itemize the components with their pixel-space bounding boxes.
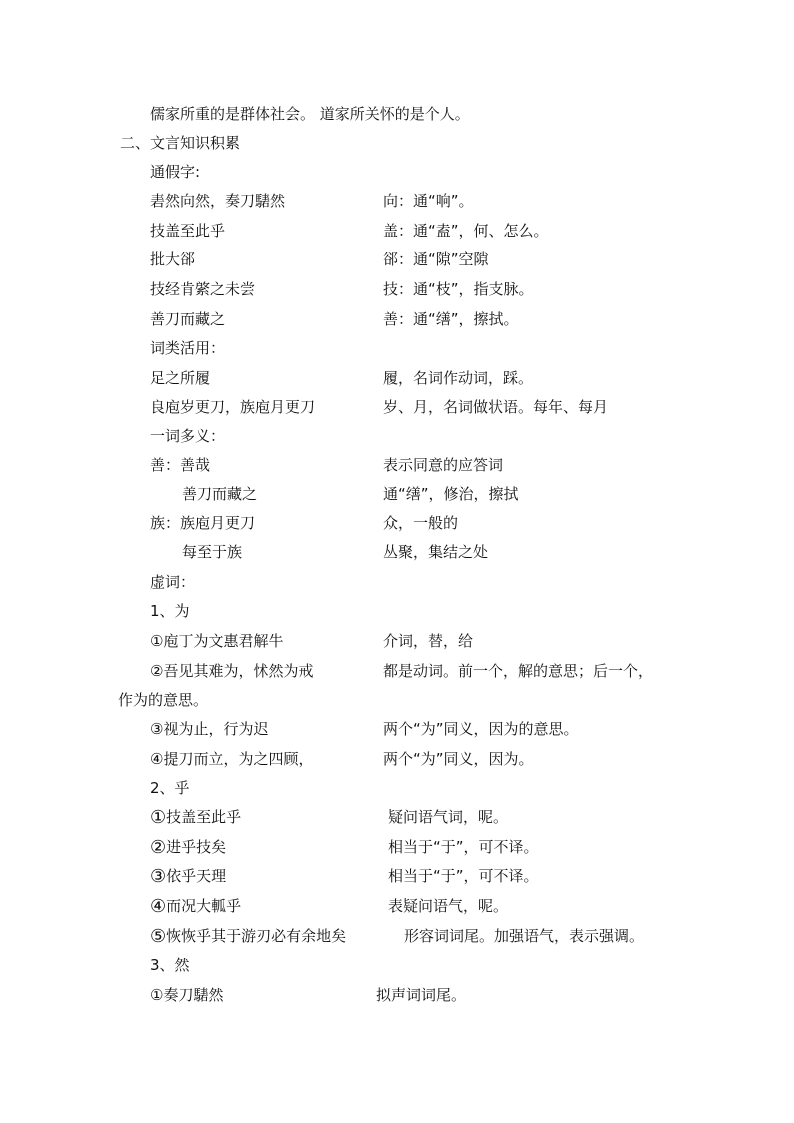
line-right-text: 相当于“于”，可不译。 bbox=[388, 867, 539, 885]
circled-number: ③ bbox=[150, 866, 167, 887]
text-line bbox=[150, 307, 225, 331]
text-line-continuation bbox=[118, 688, 208, 712]
line-left-text: 每至于族 bbox=[182, 543, 243, 561]
text-line-explanation bbox=[383, 659, 653, 683]
text-line bbox=[182, 482, 257, 506]
text-line-explanation bbox=[383, 540, 488, 564]
text-line bbox=[150, 864, 226, 888]
text-line-explanation bbox=[383, 189, 474, 213]
line-right-text: 两个“为”同义，因为。 bbox=[383, 750, 534, 768]
subsection-heading bbox=[150, 570, 195, 594]
text-line bbox=[150, 366, 210, 390]
line-left-text: 善：善哉 bbox=[150, 456, 211, 474]
line-left-text: ③视为止，行为迟 bbox=[150, 720, 269, 738]
line-left-text: 而况大軱乎 bbox=[166, 897, 242, 915]
subsection-heading bbox=[150, 953, 190, 977]
text-line bbox=[182, 540, 242, 564]
line-right-text: 两个“为”同义，因为的意思。 bbox=[383, 720, 579, 738]
text-line-explanation bbox=[383, 395, 608, 419]
text-line bbox=[150, 395, 315, 419]
line-left-text: 作为的意思。 bbox=[118, 691, 209, 709]
text-line bbox=[150, 219, 225, 243]
line-right-text: 向：通“响”。 bbox=[383, 192, 474, 210]
line-left-text: 1、为 bbox=[150, 602, 190, 620]
subsection-heading bbox=[150, 336, 225, 360]
text-line bbox=[150, 453, 210, 477]
text-line-explanation bbox=[383, 453, 503, 477]
line-left-text: 2、乎 bbox=[150, 779, 190, 797]
text-line-explanation bbox=[383, 482, 519, 506]
line-left-text: 技盖至此乎 bbox=[166, 808, 242, 826]
text-line-explanation bbox=[388, 894, 508, 918]
text-line-explanation bbox=[383, 277, 534, 301]
line-right-text: 技：通“枝”，指支脉。 bbox=[383, 280, 534, 298]
line-left-text: 词类活用： bbox=[150, 339, 226, 357]
line-right-text: 众，一般的 bbox=[383, 514, 459, 532]
circled-number: ⑤ bbox=[150, 926, 167, 947]
line-left-text: 通假字: bbox=[150, 163, 201, 181]
text-line-explanation bbox=[376, 983, 466, 1007]
text-line-explanation bbox=[383, 366, 533, 390]
text-line-explanation bbox=[388, 835, 539, 859]
circled-number: ④ bbox=[150, 896, 167, 917]
circled-number: ② bbox=[150, 837, 167, 858]
line-left-text: ①庖丁为文惠君解牛 bbox=[150, 632, 284, 650]
subsection-heading bbox=[150, 776, 190, 800]
line-left-text: 恢恢乎其于游刃必有余地矣 bbox=[166, 927, 347, 945]
line-right-text: 盖：通“盍”，何、怎么。 bbox=[383, 222, 549, 240]
line-left-text: 二、文言知识积累 bbox=[120, 134, 241, 152]
section-heading bbox=[120, 131, 240, 155]
text-line bbox=[150, 924, 346, 948]
circled-number: ① bbox=[150, 807, 167, 828]
line-left-text: ②吾见其难为，怵然为戒 bbox=[150, 662, 314, 680]
text-line-explanation bbox=[383, 747, 534, 771]
line-right-text: 善：通“缮”，擦拭。 bbox=[383, 310, 519, 328]
line-left-text: 一词多义： bbox=[150, 427, 226, 445]
text-line bbox=[150, 983, 223, 1007]
text-line-explanation bbox=[388, 805, 508, 829]
line-left-text: 依乎天理 bbox=[166, 867, 227, 885]
text-line-explanation bbox=[404, 924, 644, 948]
line-left-text: 技盖至此乎 bbox=[150, 222, 226, 240]
line-right-text: 表示同意的应答词 bbox=[383, 456, 504, 474]
line-right-text: 拟声词词尾。 bbox=[376, 986, 467, 1004]
line-left-text: 砉然向然，奏刀騞然 bbox=[150, 192, 286, 210]
line-left-text: ④提刀而立，为之四顾， bbox=[150, 750, 314, 768]
line-left-text: ①奏刀騞然 bbox=[150, 986, 224, 1004]
text-line-explanation bbox=[383, 219, 549, 243]
line-right-text: 相当于“于”，可不译。 bbox=[388, 838, 539, 856]
text-line bbox=[150, 747, 313, 771]
line-left-text: 族：族庖月更刀 bbox=[150, 514, 256, 532]
line-right-text: 丛聚，集结之处 bbox=[383, 543, 489, 561]
line-right-text: 表疑问语气，呢。 bbox=[388, 897, 509, 915]
line-right-text: 郤：通“隙”空隙 bbox=[383, 250, 489, 268]
line-left-text: 3、然 bbox=[150, 956, 190, 974]
line-left-text: 批大郤 bbox=[150, 250, 196, 268]
line-left-text: 虚词： bbox=[150, 573, 196, 591]
subsection-heading bbox=[150, 424, 225, 448]
text-line bbox=[150, 102, 470, 126]
line-right-text: 通“缮”，修治，擦拭 bbox=[383, 485, 519, 503]
text-line bbox=[150, 629, 283, 653]
text-line bbox=[150, 247, 195, 271]
text-line bbox=[150, 277, 255, 301]
text-line bbox=[150, 189, 285, 213]
text-line-explanation bbox=[383, 307, 519, 331]
line-left-text: 足之所履 bbox=[150, 369, 211, 387]
line-right-text: 都是动词。前一个，解的意思；后一个， bbox=[383, 662, 654, 680]
text-line-explanation bbox=[383, 247, 489, 271]
line-left-text: 善刀而藏之 bbox=[182, 485, 258, 503]
text-line bbox=[150, 805, 241, 829]
subsection-heading bbox=[150, 599, 190, 623]
text-line-explanation bbox=[383, 511, 458, 535]
line-right-text: 岁、月，名词做状语。每年、每月 bbox=[383, 398, 609, 416]
text-line bbox=[150, 511, 255, 535]
text-line-explanation bbox=[383, 629, 473, 653]
line-right-text: 疑问语气词，呢。 bbox=[388, 808, 509, 826]
subsection-heading bbox=[150, 160, 200, 184]
line-right-text: 介词，替，给 bbox=[383, 632, 474, 650]
text-line bbox=[150, 835, 226, 859]
line-right-text: 履，名词作动词，踩。 bbox=[383, 369, 534, 387]
text-line bbox=[150, 894, 241, 918]
text-line-explanation bbox=[388, 864, 539, 888]
line-left-text: 儒家所重的是群体社会。 道家所关怀的是个人。 bbox=[150, 105, 470, 123]
line-left-text: 良庖岁更刀，族庖月更刀 bbox=[150, 398, 316, 416]
line-left-text: 进乎技矣 bbox=[166, 838, 227, 856]
line-left-text: 技经肯綮之未尝 bbox=[150, 280, 256, 298]
text-line bbox=[150, 659, 313, 683]
line-right-text: 形容词词尾。加强语气，表示强调。 bbox=[404, 927, 645, 945]
text-line-explanation bbox=[383, 717, 579, 741]
text-line bbox=[150, 717, 268, 741]
line-left-text: 善刀而藏之 bbox=[150, 310, 226, 328]
